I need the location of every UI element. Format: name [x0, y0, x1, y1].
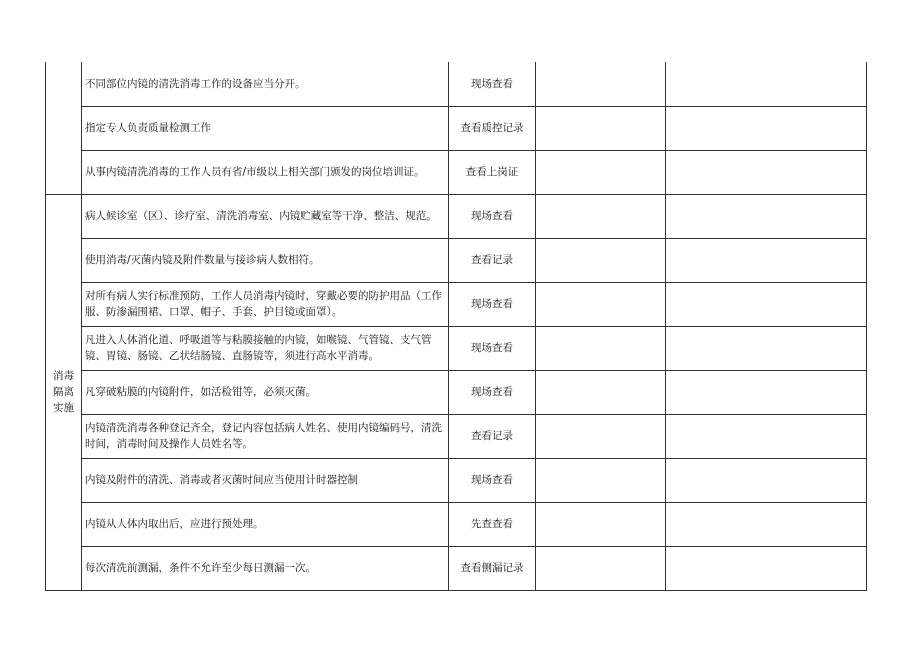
- remark-cell: [666, 458, 867, 502]
- method-cell: 先查查看: [449, 502, 536, 546]
- table-row: [46, 238, 867, 282]
- remark-cell: [666, 370, 867, 414]
- remark-cell: [666, 150, 867, 194]
- table-row: [46, 370, 867, 414]
- requirement-cell: 不同部位内镜的清洗消毒工作的设备应当分开。: [82, 62, 449, 106]
- category-cell-empty: [46, 62, 82, 194]
- method-cell: 查看质控记录: [449, 106, 536, 150]
- method-cell: 现场查看: [449, 282, 536, 326]
- table-row: [46, 282, 867, 326]
- method-cell: 现场查看: [449, 370, 536, 414]
- result-cell: [536, 150, 666, 194]
- remark-cell: [666, 194, 867, 238]
- result-cell: [536, 238, 666, 282]
- method-cell: 查看记录: [449, 238, 536, 282]
- table-row: [46, 502, 867, 546]
- requirement-cell: 内镜及附件的清洗、消毒或者灭菌时间应当使用计时器控制: [82, 458, 449, 502]
- requirement-cell: 凡穿破粘膜的内镜附件，如活检钳等，必须灭菌。: [82, 370, 449, 414]
- requirement-cell: 从事内镜清洗消毒的工作人员有省/市级以上相关部门颁发的岗位培训证。: [82, 150, 449, 194]
- method-cell: 现场查看: [449, 326, 536, 370]
- result-cell: [536, 458, 666, 502]
- method-cell: 现场查看: [449, 458, 536, 502]
- result-cell: [536, 282, 666, 326]
- requirement-cell: 使用消毒/灭菌内镜及附件数量与接诊病人数相符。: [82, 238, 449, 282]
- remark-cell: [666, 62, 867, 106]
- remark-cell: [666, 282, 867, 326]
- result-cell: [536, 502, 666, 546]
- requirement-cell: 凡进入人体消化道、呼吸道等与粘膜接触的内镜，如喉镜、气管镜、支气管镜、胃镜、肠镜、乙状结肠镜、直肠镜等，须进行高水平消毒。: [82, 326, 449, 370]
- remark-cell: [666, 502, 867, 546]
- requirement-cell: 病人候诊室（区）、诊疗室、清洗消毒室、内镜贮藏室等干净、整洁、规范。: [82, 194, 449, 238]
- requirement-cell: 内镜清洗消毒各种登记齐全，登记内容包括病人姓名、使用内镜编码号，清洗时间，消毒时间及操作人员姓名等。: [82, 414, 449, 458]
- requirement-cell: 对所有病人实行标准预防，工作人员消毒内镜时，穿戴必要的防护用品（工作服、防渗漏围裙、口罩、帽子、手套、护目镜或面罩）。: [82, 282, 449, 326]
- requirement-cell: 指定专人负责质量检测工作: [82, 106, 449, 150]
- result-cell: [536, 106, 666, 150]
- inspection-table: [45, 62, 867, 591]
- method-cell: 查看上岗证: [449, 150, 536, 194]
- result-cell: [536, 414, 666, 458]
- remark-cell: [666, 546, 867, 590]
- result-cell: [536, 194, 666, 238]
- requirement-cell: 内镜从人体内取出后，应进行预处理。: [82, 502, 449, 546]
- table-row: [46, 106, 867, 150]
- table-row: [46, 194, 867, 238]
- remark-cell: [666, 414, 867, 458]
- table-row: [46, 62, 867, 106]
- table-row: [46, 150, 867, 194]
- result-cell: [536, 370, 666, 414]
- table-row: [46, 326, 867, 370]
- remark-cell: [666, 238, 867, 282]
- requirement-cell: 每次清洗前测漏，条件不允许至少每日测漏一次。: [82, 546, 449, 590]
- remark-cell: [666, 106, 867, 150]
- table-row: [46, 414, 867, 458]
- result-cell: [536, 62, 666, 106]
- method-cell: 现场查看: [449, 62, 536, 106]
- remark-cell: [666, 326, 867, 370]
- result-cell: [536, 546, 666, 590]
- table-row: [46, 546, 867, 590]
- method-cell: 查看侧漏记录: [449, 546, 536, 590]
- category-cell: 消毒隔离实施: [46, 194, 82, 590]
- result-cell: [536, 326, 666, 370]
- table-row: [46, 458, 867, 502]
- method-cell: 查看记录: [449, 414, 536, 458]
- method-cell: 现场查看: [449, 194, 536, 238]
